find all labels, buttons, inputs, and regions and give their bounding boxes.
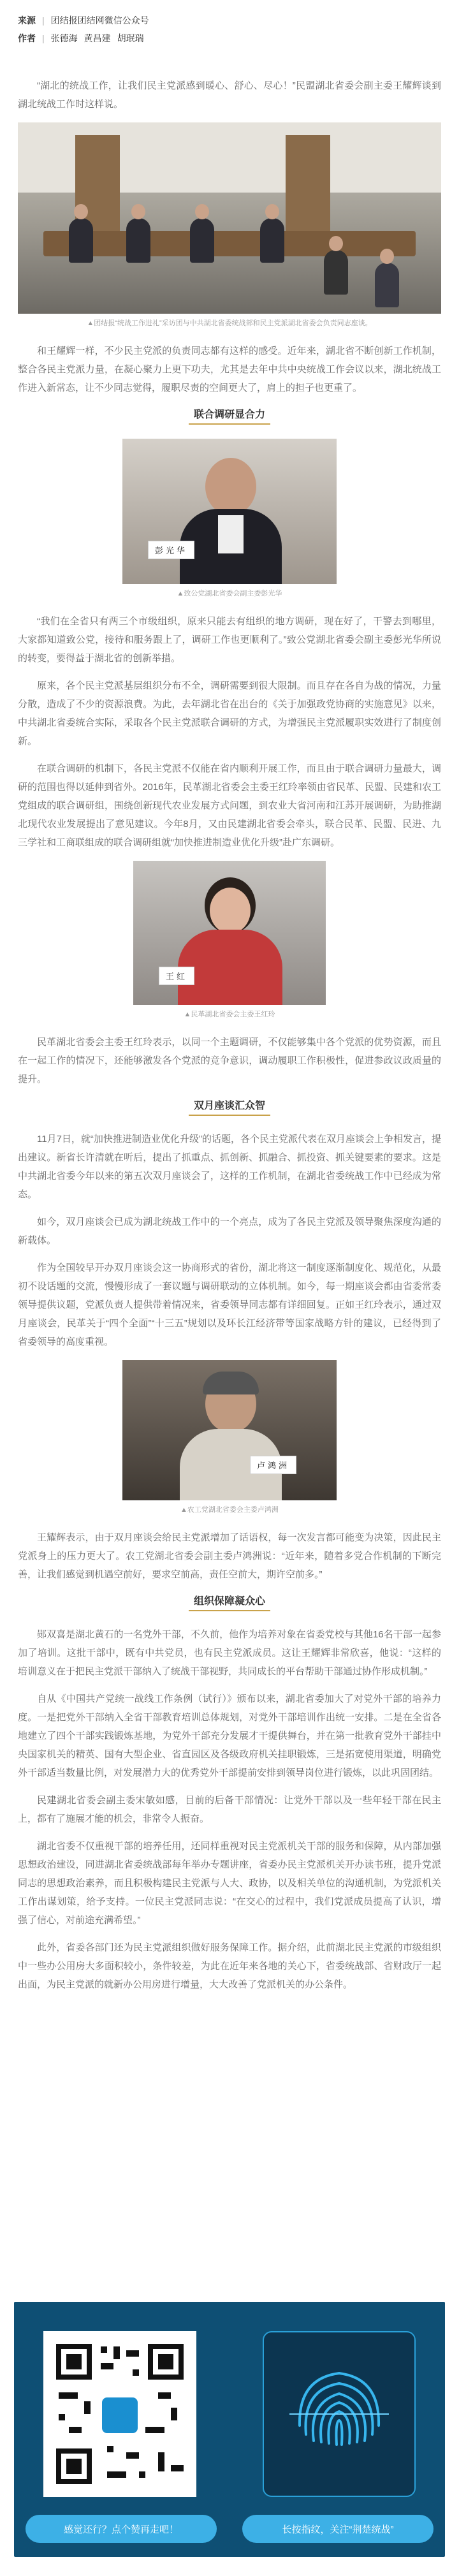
- body-block-6: [0, 1625, 459, 1994]
- section-title-3: 组织保障凝众心: [0, 1593, 459, 1611]
- paragraph: 原来，各个民主党派基层组织分布不全，调研需要到很大限制。而且存在各自为战的情况，力量分散，造成了不少的资源浪费。为此，去年湖北省在出台的《关于加强政党协商的实施意见》以来，中共湖北省委统合实际，采取各个民主党派联合调研的方式，为增强民主党派履职实效进行了制度创新。: [18, 680, 441, 747]
- portrait-caption-3: ▲农工党湖北省委会主委卢鸿洲: [180, 1506, 279, 1514]
- portrait-peng: [122, 439, 337, 584]
- section-title-2: 双月座谈汇众智: [0, 1097, 459, 1116]
- paragraph: 和王耀辉一样，不少民主党派的负责同志都有这样的感受。近年来，湖北省不断创新工作机制，整合各民主党派力量，在凝心聚力上更下功夫，尤其是去年中共中央统战工作会议以来，湖北统战工作进入新常态，让不少同志觉得，履职尽责的空间更大了，肩上的担子也更重了。: [18, 346, 441, 393]
- body-block-1: [0, 342, 459, 397]
- author-key: 作者: [18, 33, 36, 43]
- paragraph: 在联合调研的机制下，各民主党派不仅能在省内顺利开展工作，而且由于联合调研力量最大，调研的范围也得以延伸到省外。2016年，民革湖北省委会主委王红玲率领由省民革、民盟、民建和农工党组成的联合调研组，围绕创新现代农业发展方式问题，到农业大省河南和江苏开展调研，为助推湖北现代农业发展提出了意见建议。今年8月，又由民建湖北省委会牵头，联合民革、民盟、民进、九三学社和工商联组成的联合调研组就“加快推进制造业优化升级”赴广东调研。: [18, 763, 441, 848]
- qr-code[interactable]: [43, 2331, 196, 2497]
- portrait-caption-1: ▲致公党湖北省委会副主委彭光华: [177, 590, 282, 597]
- body-block-3: [0, 1033, 459, 1088]
- intro-block: [0, 77, 459, 113]
- like-button[interactable]: 感觉还行？点个赞再走吧！: [26, 2515, 217, 2543]
- paragraph: 民建湖北省委会副主委宋敏如感，目前的后备干部情况：让党外干部以及一些年轻干部在民主上，都有了施展才能的机会，非常令人振奋。: [18, 1795, 441, 1824]
- author-1: 张德海: [50, 33, 78, 43]
- paragraph: 作为全国较早开办双月座谈会这一协商形式的省份，湖北将这一制度逐渐制度化、规范化，从最初不设话题的交流，慢慢形成了一套议题与调研联动的立体机制。如今，每一期座谈会都由省委常委领导提供议题，党派负责人提供带着情况来，省委领导同志都有详细回复。正如王红玲表示，通过双月座谈会，民革关于“四个全面”“十三五”规划以及环长江经济带等国家战略方针的建议，已经得到了省委领导的高度重视。: [18, 1262, 441, 1347]
- nameplate: 王红: [159, 967, 194, 985]
- portrait-wang: [133, 861, 326, 1005]
- nameplate: 彭光华: [148, 541, 194, 559]
- paragraph: 此外，省委各部门还为民主党派组织做好服务保障工作。据介绍，此前湖北民主党派的市级组织中一些办公用房大多面积较小，条件较差，为此在近年来各地的关心下，省委统战部、省财政厅一起出面，为民主党派的就新办公用房进行增量，大大改善了党派机关的办公条件。: [18, 1942, 441, 1990]
- paragraph: 民革湖北省委会主委王红玲表示，以同一个主题调研，不仅能够集中各个党派的优势资源，而且在一起工作的情况下，还能够激发各个党派的竞争意识，调动履职工作积极性，促进参政议政质量的提升。: [18, 1037, 441, 1085]
- paragraph: 王耀辉表示，由于双月座谈会给民主党派增加了话语权，每一次发言都可能变为决策，因此民主党派身上的压力更大了。农工党湖北省委会副主委卢鸿洲说：“近年来，随着多党合作机制的下断完善，让我们感觉到机遇空前好，要求空前高，责任空前大，期许空前多。”: [18, 1532, 441, 1580]
- meeting-photo: [18, 122, 441, 314]
- body-block-5: [0, 1528, 459, 1584]
- article-meta: 来源 | 团结报团结网微信公众号 作者 | 张德海 黄昌建 胡珉瑞: [0, 0, 459, 47]
- fingerprint-panel[interactable]: [263, 2331, 416, 2497]
- source-key: 来源: [18, 15, 36, 26]
- paragraph: 郧双喜是湖北黄石的一名党外干部，不久前，他作为培养对象在省委党校与其他16名干部一起参加了培训。这批干部中，既有中共党员，也有民主党派成员。这让王耀辉非常欣喜，他说：“这样的培训意义在于把民主党派干部纳入了统战干部视野，共同成长的平台帮助干部通过协作形成机制。”: [18, 1629, 441, 1677]
- body-block-2: [0, 612, 459, 852]
- paragraph: 湖北省委不仅重视干部的培养任用，还同样重视对民主党派机关干部的服务和保障，从内部加强思想政治建设，同进湖北省委统战部每年举办专题讲座，省委办民主党派机关开办读书班，提升党派同志的思想政治素养，而且积极构建民主党派与人大、政协，以及相关单位的沟通机制，为党派机关工作出谋划策，给予支持。一位民主党派同志说：“在交心的过程中，我们党派成员提高了认识，增强了信心，对前途充满希望。”: [18, 1841, 441, 1926]
- section-title-1: 联合调研显合力: [0, 406, 459, 425]
- portrait-caption-2: ▲民革湖北省委会主委王红玲: [184, 1011, 275, 1018]
- nameplate: 卢鸿洲: [250, 1456, 296, 1474]
- paragraph: 11月7日，就“加快推进制造业优化升级”的话题，各个民主党派代表在双月座谈会上争相发言，提出建议。新省长许清就在听后，提出了抓重点、抓创新、抓融合、抓投资、抓关键要素的要求。这是中共湖北省委今年以来的第五次双月座谈会了，这样的工作机制，在湖北省委统战工作中已经成为常态。: [18, 1134, 441, 1200]
- follow-banner: [14, 2302, 445, 2557]
- follow-button[interactable]: 长按指纹，关注“荆楚统战”: [242, 2515, 433, 2543]
- intro-paragraph: “湖北的统战工作，让我们民主党派感到暖心、舒心、尽心！”民盟湖北省委会副主委王耀辉谈到湖北统战工作时这样说。: [18, 80, 441, 110]
- paragraph: 如今，双月座谈会已成为湖北统战工作中的一个亮点，成为了各民主党派及领导聚焦深度沟通的新载体。: [18, 1217, 441, 1246]
- paragraph: “我们在全省只有两三个市级组织，原来只能去有组织的地方调研，现在好了，干警去到哪里，大家都知道致公党，接待和服务跟上了，调研工作也更顺利了。”致公党湖北省委会副主委彭光华所说的转变，要得益于湖北省的创新举措。: [18, 616, 441, 664]
- body-block-4: [0, 1130, 459, 1351]
- fingerprint-icon: [264, 2332, 414, 2496]
- author-3: 胡珉瑞: [117, 33, 144, 43]
- portrait-lu: [122, 1360, 337, 1500]
- author-2: 黄昌建: [84, 33, 111, 43]
- paragraph: 自从《中国共产党统一战线工作条例（试行）》颁布以来，湖北省委加大了对党外干部的培养力度。一是把党外干部纳入全省干部教育培训总体规划，对党外干部培训作出统一安排。二是在全省各地建立了四个干部实践锻炼基地，为党外干部充分发展才干提供舞台，并在第一批教育党外干部挂中央国家机关的精英、国有大型企业、省直园区及各级政府机关挂职锻炼，三是拓宽使用渠道，明确党外干部适当数量比例，对发展潜力大的优秀党外干部提前安排到领导岗位进行锻炼，以此巩固团结。: [18, 1694, 441, 1778]
- qr-code-icon: [43, 2331, 196, 2497]
- meeting-photo-caption: ▲团结报“统战工作进礼”采访团与中共湖北省委统战部和民主党派湖北省委会负责同志座谈。: [87, 319, 372, 327]
- source-value: 团结报团结网微信公众号: [50, 15, 149, 26]
